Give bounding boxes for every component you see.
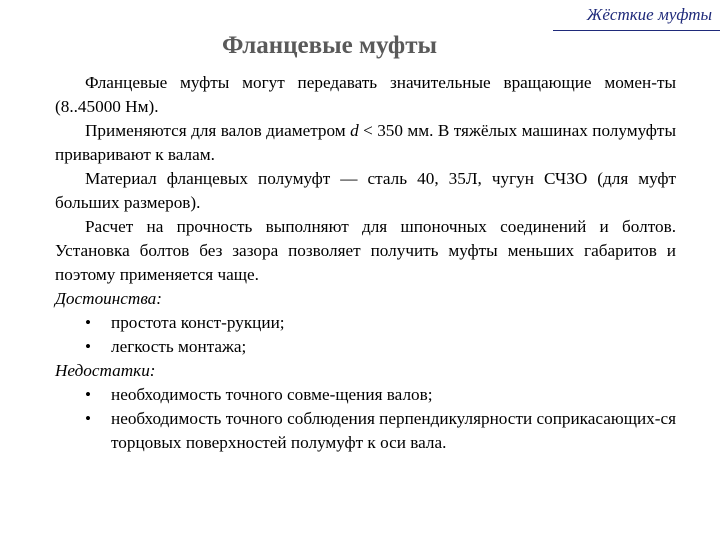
paragraph-material: Материал фланцевых полумуфт — сталь 40, 35Л, чугун СЧЗО (для муфт больших размеров). [55, 169, 676, 212]
bullet-icon: • [85, 337, 92, 356]
advantages-label: Достоинства: [55, 289, 162, 308]
advantage-item [55, 335, 676, 359]
paragraph-application [55, 119, 676, 167]
slide-title: Фланцевые муфты [222, 32, 438, 59]
bullet-icon: • [85, 385, 92, 404]
section-header-label: Жёсткие муфты [586, 5, 712, 24]
advantages-list [55, 311, 676, 359]
diameter-symbol: d [350, 121, 359, 140]
advantage-item-text: простота конст-рукции; [111, 313, 285, 332]
advantage-item-text: легкость монтажа; [111, 337, 247, 356]
disadvantages-list [55, 383, 676, 455]
slide-body [55, 71, 676, 455]
bullet-icon: • [85, 313, 92, 332]
bullet-icon: • [85, 409, 92, 428]
disadvantage-item [55, 383, 676, 407]
application-text-after: < 350 мм. В тяжёлых машинах полумуфты приваривают к валам. [55, 121, 676, 164]
disadvantages-label: Недостатки: [55, 361, 156, 380]
disadvantage-item [55, 407, 676, 455]
header-underline [553, 30, 720, 31]
application-text-before: Применяются для валов диаметром [85, 121, 351, 140]
paragraph-torque: Фланцевые муфты могут передавать значительные вращающие момен-ты (8..45000 Нм). [55, 73, 676, 116]
advantage-item [55, 311, 676, 335]
paragraph-calculation: Расчет на прочность выполняют для шпоночных соединений и болтов. Установка болтов без зазора позволяет получить муфты меньших габаритов и поэтому применяется чаще. [55, 217, 676, 284]
disadvantage-item-text: необходимость точного совме-щения валов; [111, 385, 433, 404]
disadvantage-item-text: необходимость точного соблюдения перпендикулярности соприкасающих-ся торцовых поверхностей полумуфт к оси вала. [111, 409, 676, 452]
